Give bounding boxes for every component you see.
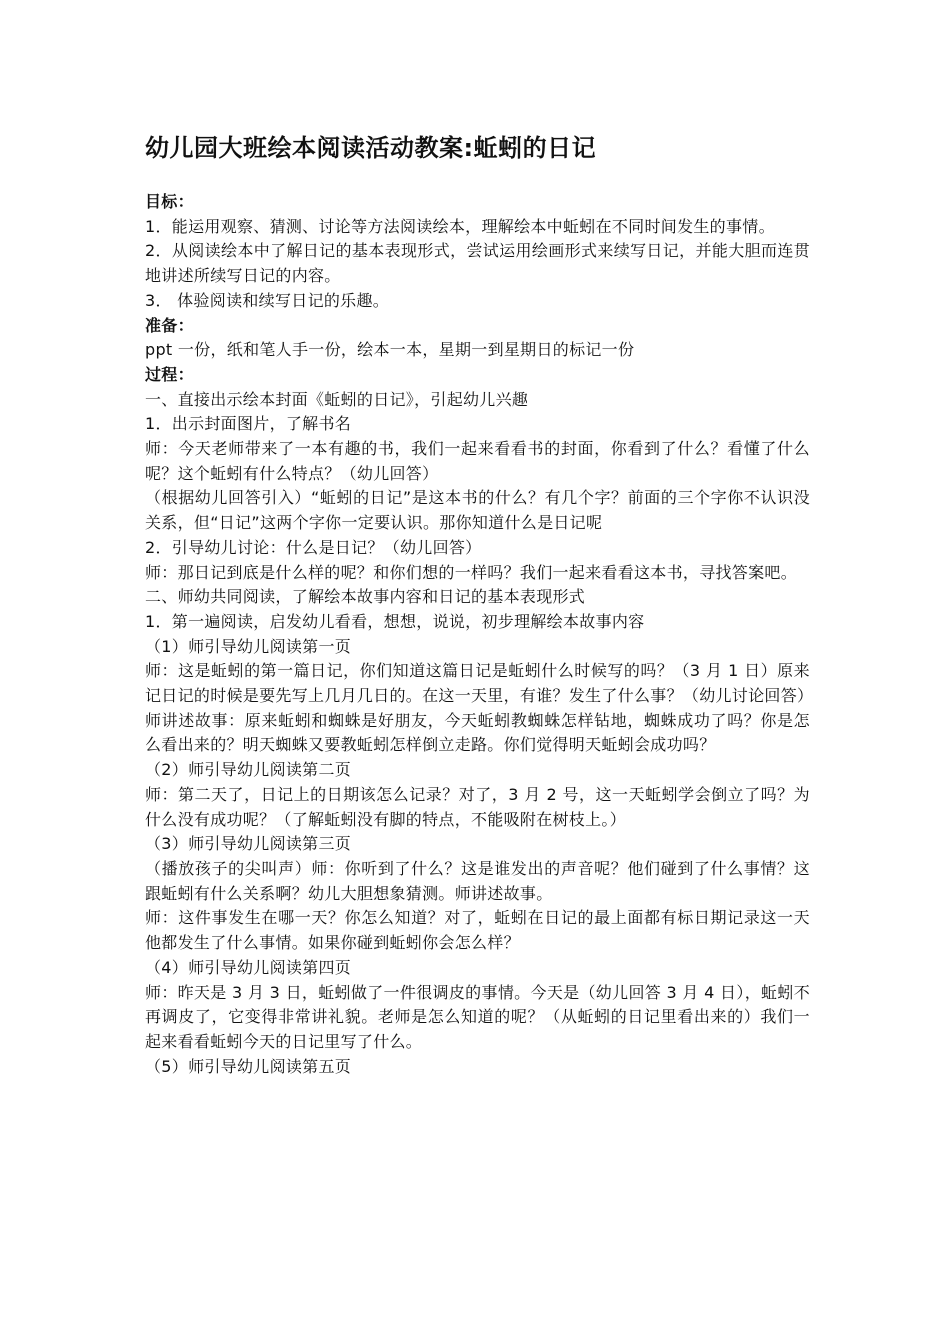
paragraph: 师：第二天了，日记上的日期该怎么记录？对了，3 月 2 号，这一天蚯蚓学会倒立了吗？为什么没有成功呢？（了解蚯蚓没有脚的特点，不能吸附在树枝上。）	[145, 784, 810, 829]
paragraph: 师：那日记到底是什么样的呢？和你们想的一样吗？我们一起来看看这本书，寻找答案吧。	[145, 562, 798, 582]
paragraph: （5）师引导幼儿阅读第五页	[145, 1056, 352, 1076]
paragraph: 师：昨天是 3 月 3 日，蚯蚓做了一件很调皮的事情。今天是（幼儿回答 3 月 4 日），蚯蚓不再调皮了，它变得非常讲礼貌。老师是怎么知道的呢？（从蚯蚓的日记里看出来的）我们一起来看看蚯蚓今天的日记里写了什么。	[145, 982, 810, 1051]
paragraph: （播放孩子的尖叫声）师：你听到了什么？这是谁发出的声音呢？他们碰到了什么事情？这跟蚯蚓有什么关系啊？幼儿大胆想象猜测。师讲述故事。	[145, 858, 810, 903]
section-heading: 过程：	[145, 364, 194, 384]
paragraph: 1．能运用观察、猜测、讨论等方法阅读绘本，理解绘本中蚯蚓在不同时间发生的事情。	[145, 216, 775, 236]
paragraph: （1）师引导幼儿阅读第一页	[145, 636, 352, 656]
paragraph: 师：这件事发生在哪一天？你怎么知道？对了，蚯蚓在日记的最上面都有标日期记录这一天他都发生了什么事情。如果你碰到蚯蚓你会怎么样？	[145, 908, 810, 953]
paragraph: （3）师引导幼儿阅读第三页	[145, 834, 352, 854]
document-body	[145, 190, 814, 1079]
section-heading: 目标：	[145, 192, 194, 211]
document-title: 幼儿园大班绘本阅读活动教案:蚯蚓的日记	[145, 134, 597, 162]
paragraph: 师：这是蚯蚓的第一篇日记，你们知道这篇日记是蚯蚓什么时候写的吗？（3 月 1 日）原来记日记的时候是要先写上几月几日的。在这一天里，有谁？发生了什么事？（幼儿讨论回答）	[145, 661, 814, 706]
paragraph: 1．出示封面图片，了解书名	[145, 414, 352, 434]
section-heading: 准备：	[145, 315, 194, 335]
paragraph: ppt 一份，纸和笔人手一份，绘本一本，星期一到星期日的标记一份	[145, 340, 635, 360]
paragraph: （4）师引导幼儿阅读第四页	[145, 957, 352, 977]
document-page	[145, 128, 814, 1079]
paragraph: 1．第一遍阅读，启发幼儿看看，想想，说说，初步理解绘本故事内容	[145, 611, 645, 631]
paragraph: （2）师引导幼儿阅读第二页	[145, 760, 352, 780]
paragraph: （根据幼儿回答引入）“蚯蚓的日记”是这本书的什么？有几个字？前面的三个字你不认识没关系，但“日记”这两个字你一定要认识。那你知道什么是日记呢	[145, 488, 810, 533]
paragraph: 二、师幼共同阅读，了解绘本故事内容和日记的基本表现形式	[145, 587, 586, 607]
paragraph: 3． 体验阅读和续写日记的乐趣。	[145, 290, 390, 310]
paragraph: 一、直接出示绘本封面《蚯蚓的日记》，引起幼儿兴趣	[145, 389, 529, 409]
paragraph: 2．引导幼儿讨论：什么是日记？（幼儿回答）	[145, 537, 482, 557]
paragraph: 师讲述故事：原来蚯蚓和蜘蛛是好朋友，今天蚯蚓教蜘蛛怎样钻地，蜘蛛成功了吗？你是怎么看出来的？明天蜘蛛又要教蚯蚓怎样倒立走路。你们觉得明天蚯蚓会成功吗？	[145, 710, 810, 755]
paragraph: 2．从阅读绘本中了解日记的基本表现形式，尝试运用绘画形式来续写日记，并能大胆而连贯地讲述所续写日记的内容。	[145, 241, 810, 286]
paragraph: 师：今天老师带来了一本有趣的书，我们一起来看看书的封面，你看到了什么？看懂了什么呢？这个蚯蚓有什么特点？（幼儿回答）	[145, 439, 810, 483]
